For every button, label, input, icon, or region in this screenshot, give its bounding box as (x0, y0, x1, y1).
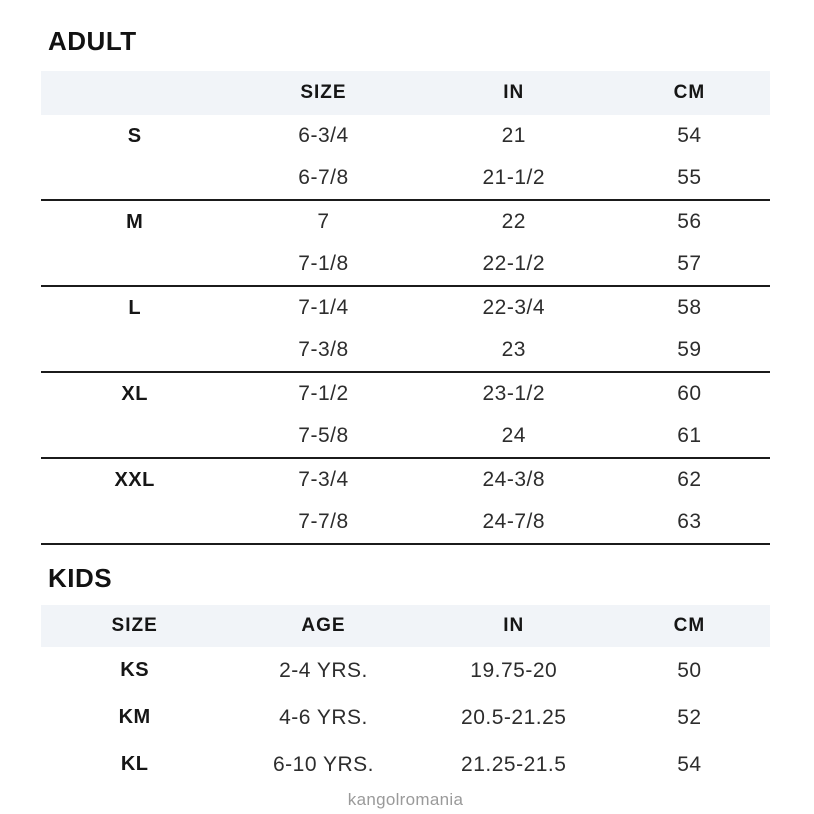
table-row (41, 501, 770, 543)
cell-value: 7 (317, 210, 330, 233)
cell-value: 23-1/2 (482, 382, 546, 405)
table-row (41, 373, 770, 415)
cell-value: 59 (677, 338, 702, 361)
kids-column-header-age: AGE (301, 615, 346, 636)
table-row (41, 287, 770, 329)
cell-value: 7-3/8 (298, 338, 349, 361)
size-label: S (127, 124, 142, 147)
cell-value: 6-7/8 (298, 166, 349, 189)
kids-size-table (41, 605, 770, 788)
cell-value: 7-5/8 (298, 424, 349, 447)
cell-value: 60 (677, 382, 702, 405)
size-group (41, 201, 770, 287)
adult-table-body (41, 115, 770, 545)
cell-value: 23 (501, 338, 526, 361)
cell-value: 2-4 YRS. (279, 658, 368, 682)
cell-value: 54 (677, 752, 702, 776)
kids-column-header-in: IN (503, 615, 525, 636)
size-group (41, 115, 770, 201)
cell-value: 6-10 YRS. (272, 752, 374, 776)
cell-value: 7-1/4 (298, 296, 349, 319)
table-row (41, 243, 770, 285)
cell-value: 19.75-20 (470, 658, 558, 682)
adult-column-header-size: SIZE (300, 82, 347, 103)
table-row (41, 201, 770, 243)
cell-value: 62 (677, 468, 702, 491)
table-row (41, 741, 770, 788)
table-row (41, 115, 770, 157)
cell-value: 22-1/2 (482, 252, 546, 275)
cell-value: 21.25-21.5 (461, 752, 567, 776)
cell-value: 50 (677, 658, 702, 682)
kids-table-header-row (41, 605, 770, 647)
table-row (41, 647, 770, 694)
table-row (41, 694, 770, 741)
table-row (41, 329, 770, 371)
size-label: L (128, 296, 142, 319)
cell-value: 7-3/4 (298, 468, 349, 491)
size-label: XL (121, 382, 148, 405)
table-row (41, 459, 770, 501)
size-group (41, 373, 770, 459)
adult-section (41, 26, 770, 545)
cell-value: 20.5-21.25 (461, 705, 567, 729)
cell-value: 22-3/4 (482, 296, 546, 319)
cell-value: 54 (677, 124, 702, 147)
size-label: XXL (114, 468, 155, 491)
cell-value: 24-7/8 (482, 510, 546, 533)
kids-section-heading: KIDS (48, 563, 113, 593)
adult-column-header-in: IN (503, 82, 525, 103)
adult-table-header-row (41, 71, 770, 115)
table-row (41, 415, 770, 457)
cell-value: 7-7/8 (298, 510, 349, 533)
cell-value: 7-1/2 (298, 382, 349, 405)
cell-value: 24-3/8 (482, 468, 546, 491)
size-label: KS (120, 659, 150, 681)
adult-section-heading: ADULT (48, 26, 137, 56)
cell-value: 52 (677, 705, 702, 729)
cell-value: 57 (677, 252, 702, 275)
cell-value: 6-3/4 (298, 124, 349, 147)
kids-table-body (41, 647, 770, 788)
kids-column-header-size: SIZE (111, 615, 158, 636)
cell-value: 21-1/2 (482, 166, 546, 189)
cell-value: 21 (501, 124, 526, 147)
cell-value: 55 (677, 166, 702, 189)
cell-value: 24 (501, 424, 526, 447)
size-group (41, 287, 770, 373)
cell-value: 7-1/8 (298, 252, 349, 275)
size-label: KL (120, 753, 149, 775)
cell-value: 4-6 YRS. (279, 705, 368, 729)
cell-value: 58 (677, 296, 702, 319)
kids-column-header-cm: CM (673, 615, 706, 636)
cell-value: 63 (677, 510, 702, 533)
table-row (41, 157, 770, 199)
size-group (41, 459, 770, 545)
size-label: M (126, 210, 144, 233)
cell-value: 56 (677, 210, 702, 233)
adult-column-header-cm: CM (673, 82, 706, 103)
brand-watermark: kangolromania (347, 790, 464, 809)
kids-section (41, 563, 770, 788)
cell-value: 61 (677, 424, 702, 447)
adult-size-table (41, 71, 770, 545)
cell-value: 22 (501, 210, 526, 233)
size-label: KM (118, 706, 151, 728)
